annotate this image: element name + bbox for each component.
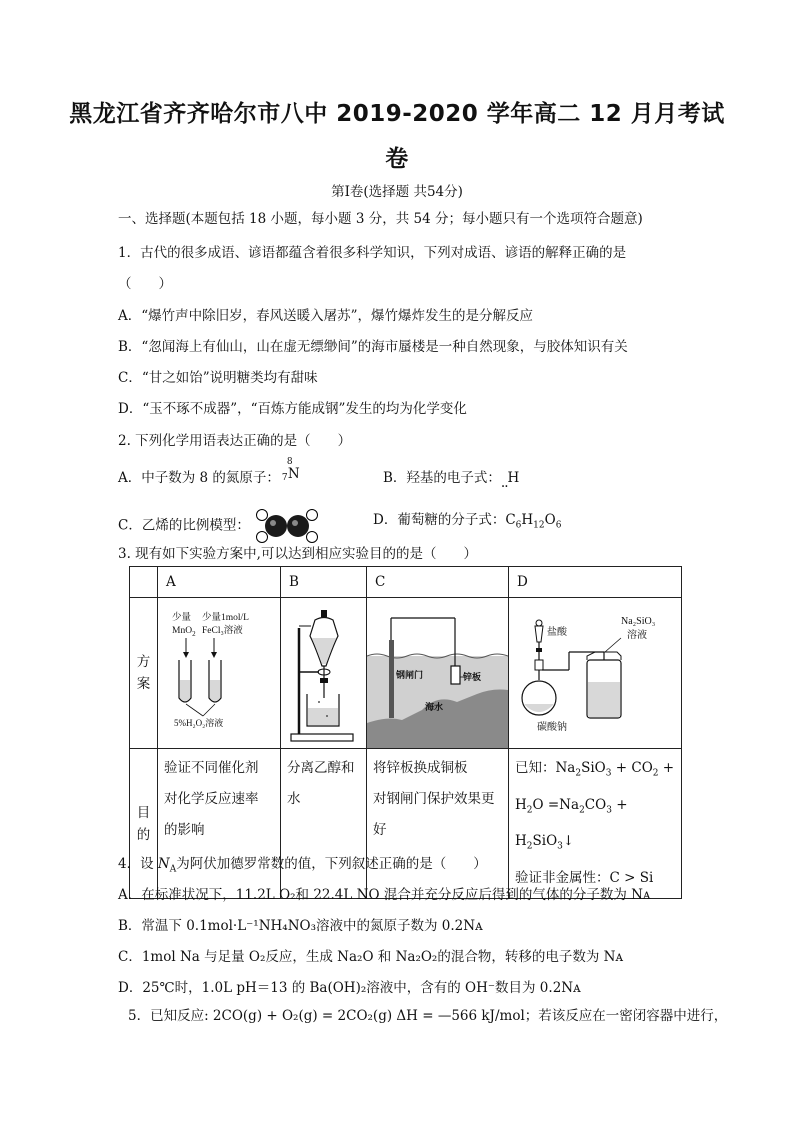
fig-d-label-acid: 盐酸 [547, 627, 567, 638]
fig-a-label-mno2-line1: 少量 [172, 613, 192, 623]
acid-carbonate-silicate-icon [509, 598, 681, 748]
row-label-purpose: 目的 [130, 749, 158, 899]
purpose-a [158, 749, 281, 899]
purpose-b-line1: 分离乙醇和 [287, 760, 355, 776]
part-one-instructions: 一、选择题(本题包括 18 小题，每小题 3 分，共 54 分；每小题只有一个选项符合题意) [118, 211, 643, 227]
hydrogen-symbol: H [507, 470, 520, 486]
oxygen: O [544, 512, 556, 528]
fig-d-label-silicate-line1: Na₂SiO₃ [621, 616, 656, 627]
q2-stem: 2. 下列化学用语表达正确的是（ ） [118, 433, 352, 449]
purpose-c-line3: 好 [373, 822, 387, 838]
purpose-d-line1: 已知：$Na_2SiO_3 + CO_2$ + [515, 760, 675, 779]
fig-c-label-gate: 钢闸门 [396, 671, 424, 681]
hydrogen: H [521, 512, 534, 528]
scheme-c-figure [367, 598, 509, 749]
exam-title-line-2: 卷 [385, 146, 409, 172]
scheme-row [130, 598, 682, 749]
q2-option-b [383, 466, 520, 491]
q1-stem: 1．古代的很多成语、谚语都蕴含着很多科学知识，下列对成语、谚语的解释正确的是 [118, 245, 627, 261]
fig-d-label-carbonate: 碳酸钠 [537, 722, 567, 733]
exam-title-line-1: 黑龙江省齐齐哈尔市八中 2019-2020 学年高二 12 月月考试 [69, 101, 725, 127]
sub-12: 12 [533, 520, 545, 531]
sacrificial-anode-icon [367, 598, 508, 748]
fig-a-label-mno2-line2: MnO$_2$ [172, 626, 196, 638]
q1-option-a: A．“爆竹声中除旧岁，春风送暖入屠苏”，爆竹爆炸发生的是分解反应 [118, 308, 534, 324]
purpose-d-line3: 验证非金属性：C > Si [515, 870, 654, 887]
q4-option-b: B．常温下 0.1mol·L⁻¹NH₄NO₃溶液中的氮原子数为 0.2Nᴀ [118, 918, 483, 934]
purpose-d-line2: $H_2O =Na_2CO_3$ + $H_2SiO_3↓$ [515, 796, 628, 853]
element-symbol: N [287, 466, 300, 482]
table-corner [130, 567, 158, 598]
separatory-funnel-icon [281, 598, 366, 748]
purpose-a-line1: 验证不同催化剂 [164, 760, 259, 776]
test-tubes-catalyst-icon [158, 598, 280, 748]
q3-stem: 3. 现有如下实验方案中,可以达到相应实验目的的是（ ） [118, 546, 477, 562]
fig-a-label-fecl3-line2: FeCl₃溶液 [202, 626, 243, 636]
atomic-number: 7 [281, 473, 288, 483]
scheme-a-figure [158, 598, 281, 749]
column-header-c: C [367, 567, 509, 598]
purpose-b-line2: 水 [287, 791, 301, 807]
purpose-a-line3: 的影响 [164, 822, 205, 838]
purpose-a-line2: 对化学反应速率 [164, 791, 259, 807]
column-header-d: D [509, 567, 682, 598]
q4-option-d: D．25℃时，1.0L pH＝13 的 Ba(OH)₂溶液中，含有的 OH⁻数目为 0.2Nᴀ [118, 980, 581, 996]
table-header-row [130, 567, 682, 598]
nuclide-symbol [280, 457, 300, 484]
q2-option-a-text: A．中子数为 8 的氮原子： [118, 470, 280, 486]
q4-option-c: C．1mol Na 与足量 O₂反应，生成 Na₂O 和 Na₂O₂的混合物，转移的电子数为 Nᴀ [118, 949, 624, 965]
q2-option-c [118, 508, 322, 544]
column-header-b: B [281, 567, 367, 598]
q4-option-a: A．在标准状况下，11.2L O₂和 22.4L NO 混合并充分反应后得到的气体的分子数为 Nᴀ [118, 887, 651, 903]
ethylene-space-filling-model-icon [252, 508, 322, 544]
sub-6b: 6 [555, 520, 562, 531]
q4-stem: 4．设 $N_A$为阿伏加德罗常数的值，下列叙述正确的是（ ） [118, 856, 487, 875]
purpose-d [509, 749, 682, 899]
purpose-c-line1: 将锌板换成铜板 [373, 760, 468, 776]
q2-option-c-text: C．乙烯的比例模型： [118, 517, 250, 534]
fig-d-label-silicate-line2: 溶液 [627, 630, 647, 641]
purpose-b [281, 749, 367, 899]
purpose-c [367, 749, 509, 899]
q1-option-d: D．“玉不琢不成器”，“百炼方能成钢”发生的均为化学变化 [118, 401, 467, 417]
electron-dots: .. [500, 475, 508, 491]
q2-option-d-text: D．葡萄糖的分子式：C [373, 512, 516, 528]
q2-option-b-text: B．羟基的电子式： [383, 470, 501, 486]
row-label-scheme: 方案 [130, 598, 158, 749]
q5-stem: 5．已知反应: 2CO(g) + O₂(g) = 2CO₂(g) ΔH = —566 kJ/mol；若该反应在一密闭容器中进行， [128, 1008, 728, 1024]
q1-option-c: C．“甘之如饴”说明糖类均有甜味 [118, 370, 318, 386]
q2-option-a [118, 457, 300, 486]
purpose-c-line2: 对钢闸门保护效果更 [373, 791, 495, 807]
column-header-a: A [158, 567, 281, 598]
q1-paren: （ ） [118, 276, 172, 292]
section-title: 第Ⅰ卷(选择题 共54分) [331, 184, 463, 200]
q2-option-d [373, 508, 561, 531]
scheme-b-figure [281, 598, 367, 749]
sub-6: 6 [515, 520, 522, 531]
fig-a-label-h2o2: 5%H₂O₂溶液 [174, 718, 224, 728]
purpose-row [130, 749, 682, 899]
q1-option-b: B．“忽闻海上有仙山，山在虚无缥缈间”的海市蜃楼是一种自然现象，与胶体知识有关 [118, 339, 628, 355]
fig-c-label-plate: 锌板 [463, 673, 482, 683]
fig-c-label-water: 海水 [425, 703, 444, 713]
mass-number: 8 [286, 457, 293, 467]
experiment-table [129, 566, 682, 899]
scheme-d-figure [509, 598, 682, 749]
fig-a-label-fecl3-line1: 少量1mol/L [202, 613, 249, 623]
